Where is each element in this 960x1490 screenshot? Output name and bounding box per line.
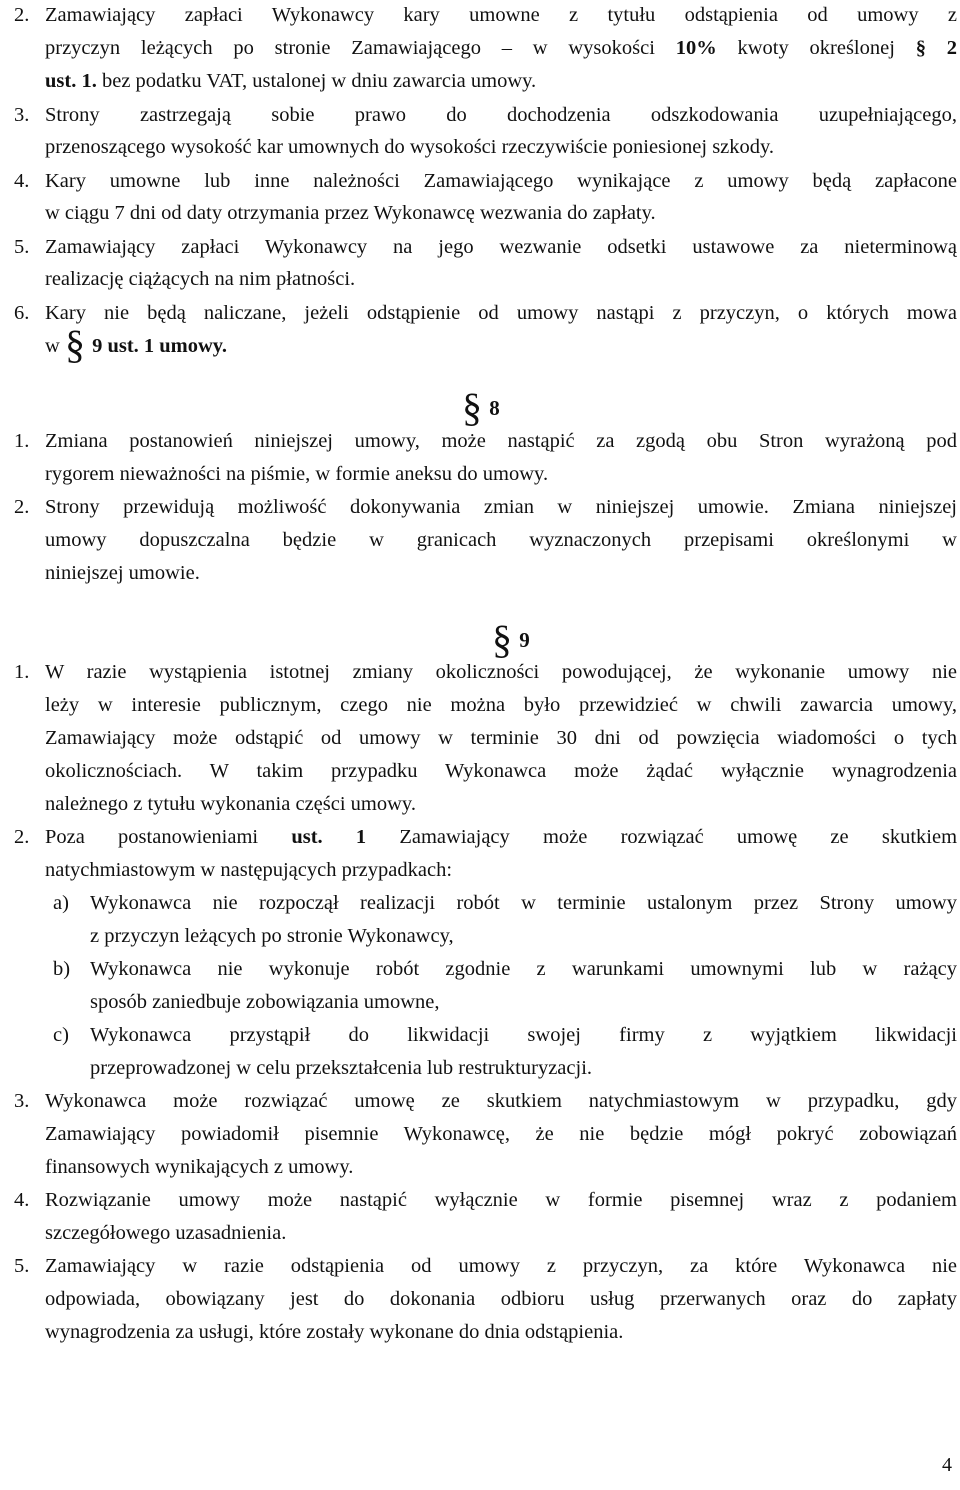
paragraph-line: W razie wystąpienia istotnej zmiany okoliczności powodującej, że wykonanie umowy nie bbox=[45, 661, 957, 683]
paragraph-line: w ciągu 7 dni od daty otrzymania przez Wykonawcę wezwania do zapłaty. bbox=[45, 202, 656, 224]
item-number: 2. bbox=[14, 826, 30, 848]
item-number: 3. bbox=[14, 1090, 30, 1112]
subitem-line: Wykonawca przystąpił do likwidacji swojej firmy z wyjątkiem likwidacji bbox=[90, 1024, 957, 1046]
subitem-line: sposób zaniedbuje zobowiązania umowne, bbox=[90, 991, 440, 1013]
subitem-line: Wykonawca nie wykonuje robót zgodnie z warunkami umownymi lub w rażący bbox=[90, 958, 957, 980]
paragraph-line: Kary umowne lub inne należności Zamawiającego wynikające z umowy będą zapłacone bbox=[45, 170, 957, 192]
paragraph-line: należnego z tytułu wykonania części umowy. bbox=[45, 793, 416, 815]
item-number: 2. bbox=[14, 4, 30, 26]
item-number: 4. bbox=[14, 170, 30, 192]
paragraph-line: realizację ciążących na nim płatności. bbox=[45, 268, 356, 290]
subitem-line: przeprowadzonej w celu przekształcenia lub restrukturyzacji. bbox=[90, 1057, 593, 1079]
paragraph-line: Zamawiający zapłaci Wykonawcy kary umowne z tytułu odstąpienia od umowy z bbox=[45, 4, 957, 26]
paragraph-line: Wykonawca może rozwiązać umowę ze skutkiem natychmiastowym w przypadku, gdy bbox=[45, 1090, 957, 1112]
paragraph-line: Zmiana postanowień niniejszej umowy, może nastąpić za zgodą obu Stron wyrażoną pod bbox=[45, 430, 957, 452]
paragraph-line: niniejszej umowie. bbox=[45, 562, 200, 584]
item-number: 3. bbox=[14, 104, 30, 126]
section-heading: § 8 bbox=[462, 385, 500, 430]
subitem-line: Wykonawca nie rozpoczął realizacji robót w terminie ustalonym przez Strony umowy bbox=[90, 892, 957, 914]
subitem-line: z przyczyn leżących po stronie Wykonawcy, bbox=[90, 925, 454, 947]
paragraph-line: umowy dopuszczalna będzie w granicach wyznaczonych przepisami określonymi w bbox=[45, 529, 957, 551]
paragraph-line: Zamawiający powiadomił pisemnie Wykonawcę, że nie będzie mógł pokryć zobowiązań bbox=[45, 1123, 957, 1145]
paragraph-line: Strony przewidują możliwość dokonywania zmian w niniejszej umowie. Zmiana niniejszej bbox=[45, 496, 957, 518]
item-number: 6. bbox=[14, 302, 30, 324]
paragraph-line: Rozwiązanie umowy może nastąpić wyłącznie w formie pisemnej wraz z podaniem bbox=[45, 1189, 957, 1211]
paragraph-line: wynagrodzenia za usługi, które zostały wykonane do dnia odstąpienia. bbox=[45, 1321, 624, 1343]
item-number: 5. bbox=[14, 1255, 30, 1277]
paragraph-line: przenoszącego wysokość kar umownych do wysokości rzeczywiście poniesionej szkody. bbox=[45, 136, 775, 158]
paragraph-line: rygorem nieważności na piśmie, w formie aneksu do umowy. bbox=[45, 463, 549, 485]
item-number: 1. bbox=[14, 661, 30, 683]
item-number: 4. bbox=[14, 1189, 30, 1211]
paragraph-line: Zamawiający zapłaci Wykonawcy na jego wezwanie odsetki ustawowe za nieterminową bbox=[45, 236, 957, 258]
item-number: 2. bbox=[14, 496, 30, 518]
paragraph-line: Strony zastrzegają sobie prawo do dochodzenia odszkodowania uzupełniającego, bbox=[45, 104, 957, 126]
paragraph-line: Zamawiający w razie odstąpienia od umowy z przyczyn, za które Wykonawca nie bbox=[45, 1255, 957, 1277]
paragraph-line: okolicznościach. W takim przypadku Wykonawca może żądać wyłącznie wynagrodzenia bbox=[45, 760, 957, 782]
paragraph-line: szczegółowego uzasadnienia. bbox=[45, 1222, 287, 1244]
subitem-label: c) bbox=[53, 1024, 69, 1046]
subitem-label: a) bbox=[53, 892, 69, 914]
subitem-label: b) bbox=[53, 958, 71, 980]
section-heading: § 9 bbox=[492, 617, 530, 662]
paragraph-line: Zamawiający może odstąpić od umowy w terminie 30 dni od powzięcia wiadomości o tych bbox=[45, 727, 957, 749]
paragraph-line: przyczyn leżących po stronie Zamawiającego – w wysokości 10% kwoty określonej § 2 bbox=[45, 37, 957, 59]
paragraph-line: natychmiastowym w następujących przypadkach: bbox=[45, 859, 453, 881]
paragraph-line: finansowych wynikających z umowy. bbox=[45, 1156, 354, 1178]
paragraph-line: w § 9 ust. 1 umowy. bbox=[45, 322, 228, 367]
paragraph-line: leży w interesie publicznym, czego nie można było przewidzieć w chwili zawarcia umowy, bbox=[45, 694, 957, 716]
item-number: 5. bbox=[14, 236, 30, 258]
page-number: 4 bbox=[942, 1454, 952, 1476]
paragraph-line: odpowiada, obowiązany jest do dokonania odbioru usług przerwanych oraz do zapłaty bbox=[45, 1288, 957, 1310]
item-number: 1. bbox=[14, 430, 30, 452]
paragraph-line: ust. 1. bez podatku VAT, ustalonej w dniu zawarcia umowy. bbox=[45, 70, 537, 92]
paragraph-line: Kary nie będą naliczane, jeżeli odstąpienie od umowy nastąpi z przyczyn, o których mowa bbox=[45, 302, 957, 324]
paragraph-line: Poza postanowieniami ust. 1 Zamawiający może rozwiązać umowę ze skutkiem bbox=[45, 826, 957, 848]
